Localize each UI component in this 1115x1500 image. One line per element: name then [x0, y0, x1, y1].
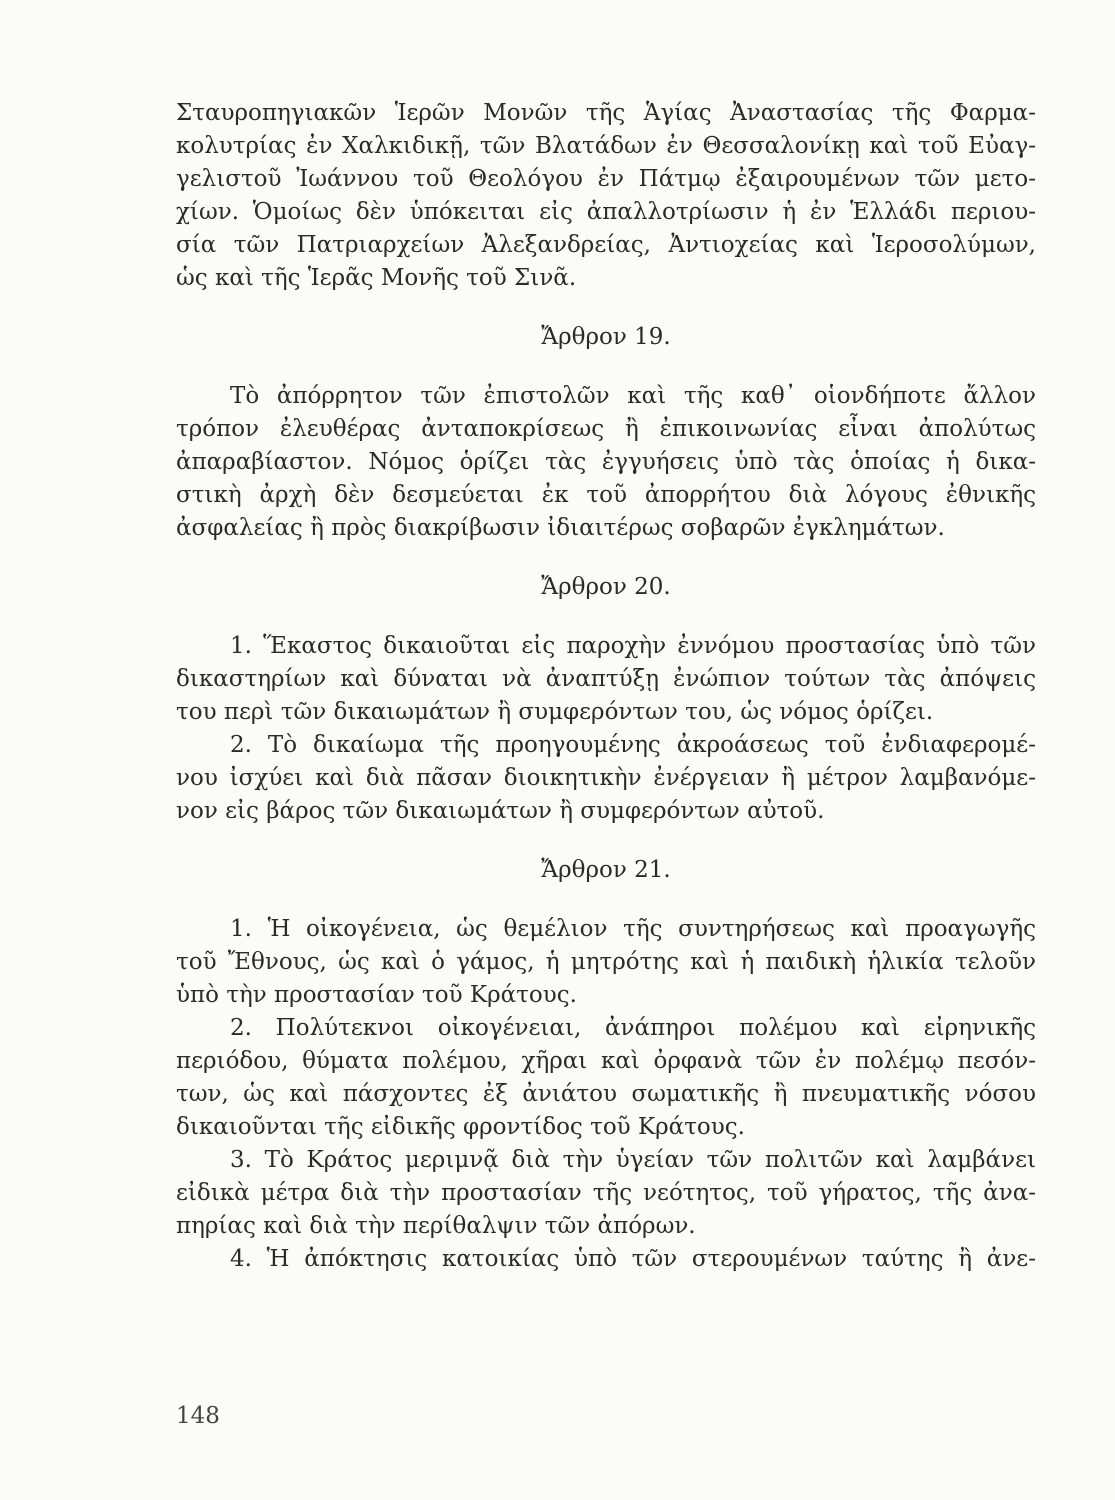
text-line: ἀσφαλείας ἢ πρὸς διακρίβωσιν ἰδιαιτέρως σοβαρῶν ἐγκλημάτων. [176, 515, 945, 541]
text-line: εἰδικὰ μέτρα διὰ τὴν προστασίαν τῆς νεότητος, τοῦ γήρατος, τῆς ἀνα- [176, 1180, 1036, 1206]
text-line: 1. Ἕκαστος δικαιοῦται εἰς παροχὴν ἐννόμου προστασίας ὑπὸ τῶν [230, 633, 1036, 659]
article-20-heading: Ἄρθρον 20. [541, 574, 671, 600]
text-line: Σταυροπηγιακῶν Ἱερῶν Μονῶν τῆς Ἁγίας Ἀναστασίας τῆς Φαρμα- [176, 100, 1036, 126]
text-line: κολυτρίας ἐν Χαλκιδικῇ, τῶν Βλατάδων ἐν Θεσσαλονίκῃ καὶ τοῦ Εὐαγ- [176, 133, 1036, 159]
text-line: ἀπαραβίαστον. Νόμος ὁρίζει τὰς ἐγγυήσεις ὑπὸ τὰς ὁποίας ἡ δικα- [176, 449, 1036, 475]
text-line: του περὶ τῶν δικαιωμάτων ἢ συμφερόντων του, ὡς νόμος ὁρίζει. [176, 699, 934, 725]
text-line: 2. Τὸ δικαίωμα τῆς προηγουμένης ἀκροάσεως τοῦ ἐνδιαφερομέ- [230, 732, 1036, 758]
page-number: 148 [176, 1403, 220, 1429]
article-19-body [176, 380, 1036, 545]
article-19-heading: Ἄρθρον 19. [541, 324, 671, 350]
text-line: πηρίας καὶ διὰ τὴν περίθαλψιν τῶν ἀπόρων. [176, 1213, 696, 1239]
text-line: 3. Τὸ Κράτος μεριμνᾷ διὰ τὴν ὑγείαν τῶν πολιτῶν καὶ λαμβάνει [230, 1147, 1036, 1173]
article-21-heading: Ἄρθρον 21. [541, 857, 671, 883]
text-line: δικαιοῦνται τῆς εἰδικῆς φροντίδος τοῦ Κράτους. [176, 1114, 745, 1140]
text-line: τρόπον ἐλευθέρας ἀνταποκρίσεως ἢ ἐπικοινωνίας εἶναι ἀπολύτως [176, 416, 1036, 442]
text-line: σία τῶν Πατριαρχείων Ἀλεξανδρείας, Ἀντιοχείας καὶ Ἱεροσολύμων, [176, 232, 1036, 258]
text-line: νον εἰς βάρος τῶν δικαιωμάτων ἢ συμφερόντων αὐτοῦ. [176, 798, 825, 824]
text-line: 4. Ἡ ἀπόκτησις κατοικίας ὑπὸ τῶν στερουμένων ταύτης ἢ ἀνε- [230, 1246, 1036, 1272]
text-line: στικὴ ἀρχὴ δὲν δεσμεύεται ἐκ τοῦ ἀπορρήτου διὰ λόγους ἐθνικῆς [176, 482, 1036, 508]
text-line: τοῦ Ἔθνους, ὡς καὶ ὁ γάμος, ἡ μητρότης καὶ ἡ παιδικὴ ἡλικία τελοῦν [176, 949, 1036, 975]
intro-paragraph [176, 97, 1036, 295]
text-line: 1. Ἡ οἰκογένεια, ὡς θεμέλιον τῆς συντηρήσεως καὶ προαγωγῆς [230, 916, 1036, 942]
text-line: Τὸ ἀπόρρητον τῶν ἐπιστολῶν καὶ τῆς καθ᾽ οἱονδήποτε ἄλλον [230, 383, 1036, 409]
text-line: δικαστηρίων καὶ δύναται νὰ ἀναπτύξῃ ἐνώπιον τούτων τὰς ἀπόψεις [176, 666, 1036, 692]
article-21-body [176, 913, 1036, 1276]
text-line: ὡς καὶ τῆς Ἱερᾶς Μονῆς τοῦ Σινᾶ. [176, 265, 577, 291]
text-line: χίων. Ὁμοίως δὲν ὑπόκειται εἰς ἀπαλλοτρίωσιν ἡ ἐν Ἑλλάδι περιου- [176, 199, 1036, 225]
text-line: γελιστοῦ Ἰωάννου τοῦ Θεολόγου ἐν Πάτμῳ ἐξαιρουμένων τῶν μετο- [176, 166, 1036, 192]
text-line: 2. Πολύτεκνοι οἰκογένειαι, ἀνάπηροι πολέμου καὶ εἰρηνικῆς [230, 1015, 1036, 1041]
article-20-body [176, 630, 1036, 828]
page-text [176, 97, 1036, 1276]
text-line: ὑπὸ τὴν προστασίαν τοῦ Κράτους. [176, 982, 577, 1008]
text-line: των, ὡς καὶ πάσχοντες ἐξ ἀνιάτου σωματικῆς ἢ πνευματικῆς νόσου [176, 1081, 1036, 1107]
text-line: νου ἰσχύει καὶ διὰ πᾶσαν διοικητικὴν ἐνέργειαν ἢ μέτρον λαμβανόμε- [176, 765, 1036, 791]
text-line: περιόδου, θύματα πολέμου, χῆραι καὶ ὀρφανὰ τῶν ἐν πολέμῳ πεσόν- [176, 1048, 1036, 1074]
